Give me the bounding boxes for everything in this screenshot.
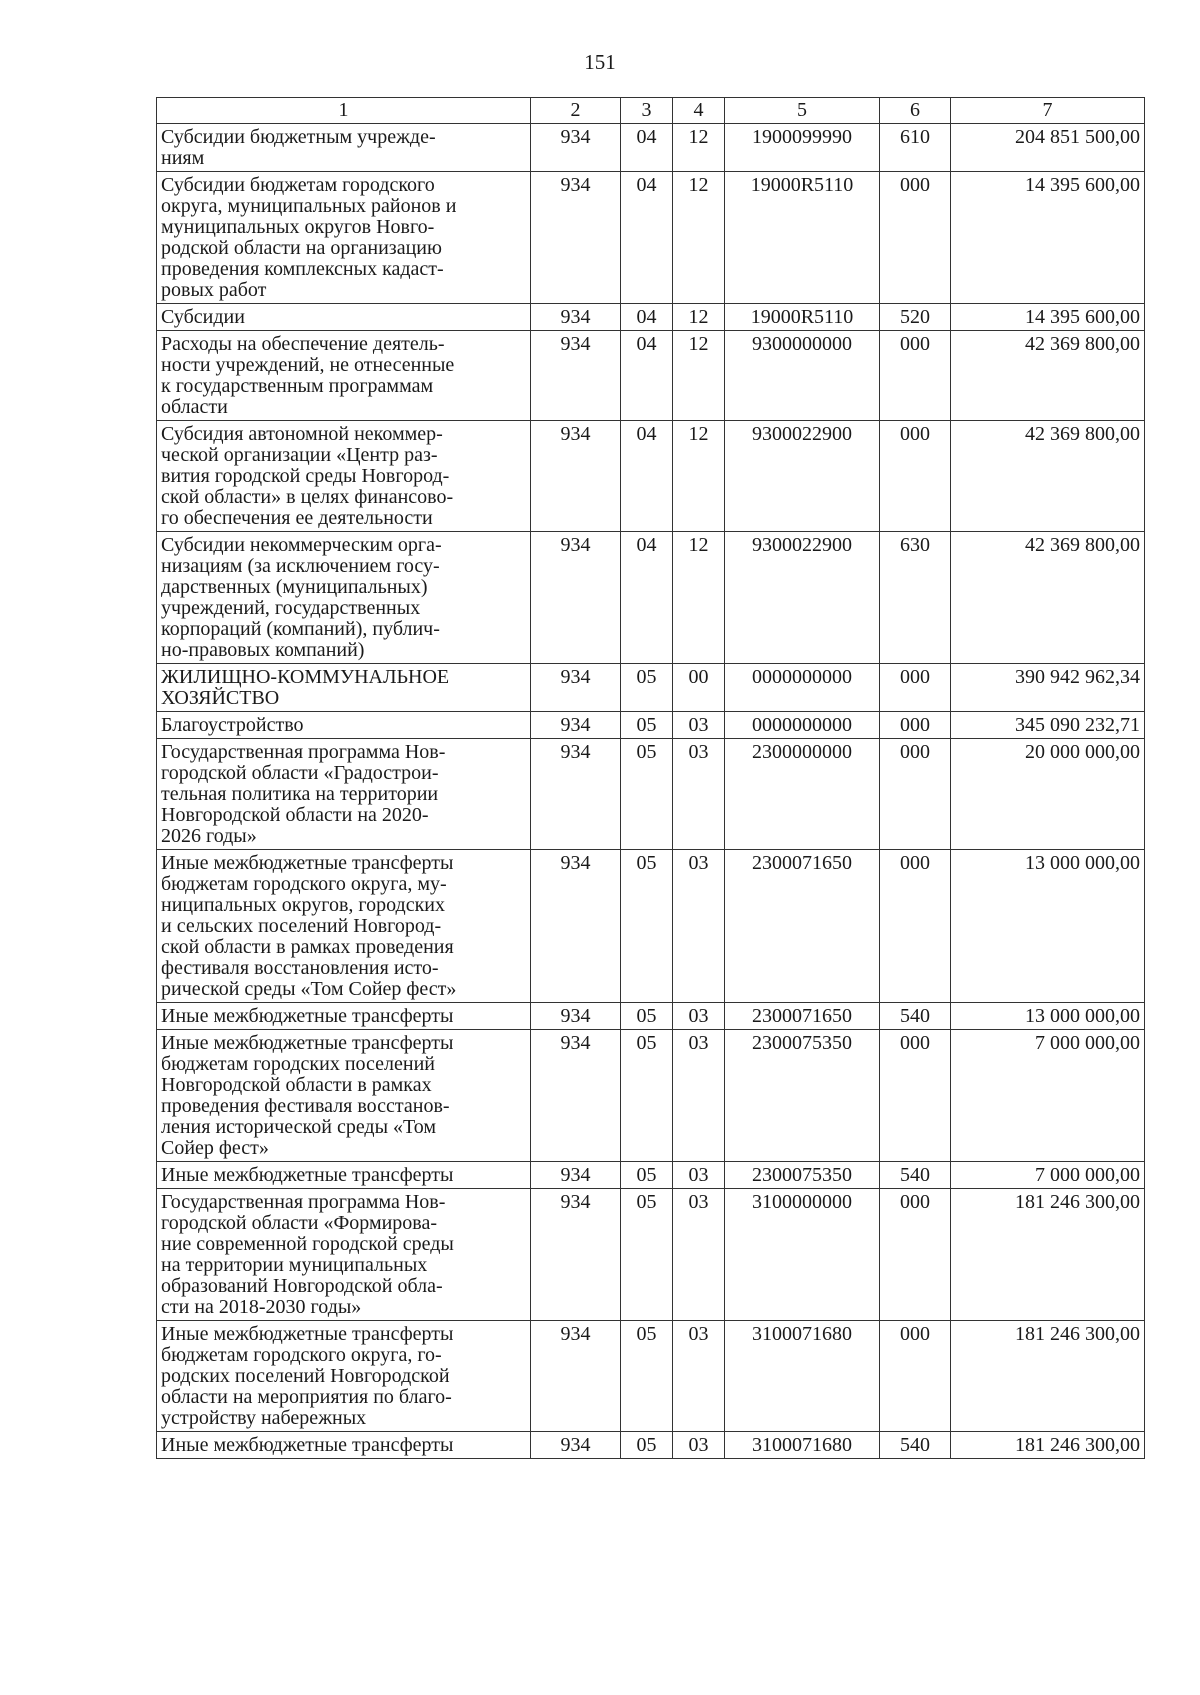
table-row (157, 1189, 1145, 1321)
expense-name-cell: Субсидия автономной некоммер- ческой организации «Центр раз- вития городской среды Новгород- ской области» в целях финансово- го обеспечения ее деятельности (157, 421, 531, 532)
target-article-cell: 19000R5110 (725, 304, 880, 331)
amount-cell: 13 000 000,00 (951, 1003, 1145, 1030)
subsection-code-cell: 03 (673, 712, 725, 739)
ministry-code-cell: 934 (531, 124, 621, 172)
ministry-code-cell: 934 (531, 1162, 621, 1189)
target-article-cell: 1900099990 (725, 124, 880, 172)
column-header: 2 (531, 98, 621, 124)
ministry-code-cell: 934 (531, 304, 621, 331)
section-code-cell: 05 (621, 1321, 673, 1432)
target-article-cell: 9300022900 (725, 532, 880, 664)
table-row (157, 1003, 1145, 1030)
ministry-code-cell: 934 (531, 1432, 621, 1459)
expense-type-cell: 000 (880, 712, 951, 739)
table-row (157, 739, 1145, 850)
column-header: 7 (951, 98, 1145, 124)
section-code-cell: 05 (621, 850, 673, 1003)
subsection-code-cell: 12 (673, 172, 725, 304)
section-code-cell: 05 (621, 1030, 673, 1162)
amount-cell: 20 000 000,00 (951, 739, 1145, 850)
target-article-cell: 9300022900 (725, 421, 880, 532)
subsection-code-cell: 03 (673, 1162, 725, 1189)
expense-name-cell: Государственная программа Нов- городской области «Градострои- тельная политика на территории Новгородской области на 2020- 2026 годы» (157, 739, 531, 850)
table-row (157, 664, 1145, 712)
section-code-cell: 05 (621, 739, 673, 850)
expense-type-cell: 540 (880, 1003, 951, 1030)
section-code-cell: 05 (621, 1162, 673, 1189)
ministry-code-cell: 934 (531, 739, 621, 850)
subsection-code-cell: 12 (673, 421, 725, 532)
subsection-code-cell: 12 (673, 532, 725, 664)
table-row (157, 1030, 1145, 1162)
subsection-code-cell: 03 (673, 1432, 725, 1459)
target-article-cell: 3100071680 (725, 1432, 880, 1459)
column-header: 1 (157, 98, 531, 124)
target-article-cell: 0000000000 (725, 712, 880, 739)
target-article-cell: 2300071650 (725, 1003, 880, 1030)
expense-type-cell: 000 (880, 421, 951, 532)
section-code-cell: 05 (621, 1003, 673, 1030)
target-article-cell: 2300000000 (725, 739, 880, 850)
table-row (157, 304, 1145, 331)
subsection-code-cell: 12 (673, 304, 725, 331)
budget-table (156, 97, 1145, 1459)
expense-type-cell: 000 (880, 172, 951, 304)
column-header: 6 (880, 98, 951, 124)
subsection-code-cell: 03 (673, 739, 725, 850)
expense-type-cell: 000 (880, 1189, 951, 1321)
section-code-cell: 04 (621, 331, 673, 421)
table-row (157, 532, 1145, 664)
amount-cell: 345 090 232,71 (951, 712, 1145, 739)
table-row (157, 124, 1145, 172)
table-row (157, 1321, 1145, 1432)
ministry-code-cell: 934 (531, 712, 621, 739)
expense-type-cell: 630 (880, 532, 951, 664)
subsection-code-cell: 12 (673, 124, 725, 172)
ministry-code-cell: 934 (531, 172, 621, 304)
table-header-row (157, 98, 1145, 124)
column-header: 5 (725, 98, 880, 124)
expense-name-cell: Иные межбюджетные трансферты (157, 1003, 531, 1030)
amount-cell: 181 246 300,00 (951, 1321, 1145, 1432)
expense-type-cell: 000 (880, 850, 951, 1003)
target-article-cell: 19000R5110 (725, 172, 880, 304)
amount-cell: 181 246 300,00 (951, 1432, 1145, 1459)
expense-name-cell: Иные межбюджетные трансферты (157, 1432, 531, 1459)
table-row (157, 331, 1145, 421)
table-row (157, 172, 1145, 304)
expense-type-cell: 610 (880, 124, 951, 172)
column-header: 4 (673, 98, 725, 124)
amount-cell: 181 246 300,00 (951, 1189, 1145, 1321)
expense-name-cell: Благоустройство (157, 712, 531, 739)
ministry-code-cell: 934 (531, 331, 621, 421)
ministry-code-cell: 934 (531, 1003, 621, 1030)
subsection-code-cell: 03 (673, 1321, 725, 1432)
ministry-code-cell: 934 (531, 421, 621, 532)
expense-type-cell: 520 (880, 304, 951, 331)
amount-cell: 13 000 000,00 (951, 850, 1145, 1003)
target-article-cell: 0000000000 (725, 664, 880, 712)
page-number: 151 (584, 50, 616, 74)
target-article-cell: 2300071650 (725, 850, 880, 1003)
section-code-cell: 05 (621, 1432, 673, 1459)
target-article-cell: 9300000000 (725, 331, 880, 421)
amount-cell: 14 395 600,00 (951, 304, 1145, 331)
expense-type-cell: 540 (880, 1162, 951, 1189)
expense-type-cell: 000 (880, 739, 951, 850)
subsection-code-cell: 03 (673, 1030, 725, 1162)
section-code-cell: 04 (621, 421, 673, 532)
expense-type-cell: 000 (880, 664, 951, 712)
target-article-cell: 3100071680 (725, 1321, 880, 1432)
expense-name-cell: Субсидии бюджетным учрежде- ниям (157, 124, 531, 172)
amount-cell: 42 369 800,00 (951, 331, 1145, 421)
expense-type-cell: 540 (880, 1432, 951, 1459)
amount-cell: 204 851 500,00 (951, 124, 1145, 172)
expense-name-cell: Субсидии некоммерческим орга- низациям (за исключением госу- дарственных (муниципальных) учреждений, государственных корпораций (компаний), публич- но-правовых компаний) (157, 532, 531, 664)
subsection-code-cell: 03 (673, 850, 725, 1003)
section-code-cell: 04 (621, 304, 673, 331)
section-code-cell: 04 (621, 124, 673, 172)
ministry-code-cell: 934 (531, 850, 621, 1003)
table-row (157, 1432, 1145, 1459)
expense-name-cell: Субсидии бюджетам городского округа, муниципальных районов и муниципальных округов Новго- родской области на организацию проведения комплексных кадаст- ровых работ (157, 172, 531, 304)
target-article-cell: 2300075350 (725, 1030, 880, 1162)
expense-type-cell: 000 (880, 1030, 951, 1162)
expense-type-cell: 000 (880, 331, 951, 421)
amount-cell: 14 395 600,00 (951, 172, 1145, 304)
amount-cell: 42 369 800,00 (951, 532, 1145, 664)
subsection-code-cell: 03 (673, 1189, 725, 1321)
table-row (157, 421, 1145, 532)
section-code-cell: 05 (621, 712, 673, 739)
expense-name-cell: Иные межбюджетные трансферты бюджетам городского округа, го- родских поселений Новгородской области на мероприятия по благо- устройству набережных (157, 1321, 531, 1432)
ministry-code-cell: 934 (531, 664, 621, 712)
table-row (157, 850, 1145, 1003)
section-code-cell: 04 (621, 532, 673, 664)
expense-name-cell: Иные межбюджетные трансферты (157, 1162, 531, 1189)
expense-name-cell: Государственная программа Нов- городской области «Формирова- ние современной городской среды на территории муниципальных образований Новгородской обла- сти на 2018-2030 годы» (157, 1189, 531, 1321)
column-header: 3 (621, 98, 673, 124)
expense-name-cell: Расходы на обеспечение деятель- ности учреждений, не отнесенные к государственным программам области (157, 331, 531, 421)
budget-table-body (157, 124, 1145, 1459)
section-code-cell: 04 (621, 172, 673, 304)
target-article-cell: 2300075350 (725, 1162, 880, 1189)
amount-cell: 42 369 800,00 (951, 421, 1145, 532)
section-code-cell: 05 (621, 664, 673, 712)
expense-type-cell: 000 (880, 1321, 951, 1432)
expense-name-cell: Иные межбюджетные трансферты бюджетам городских поселений Новгородской области в рамках проведения фестиваля восстанов- ления исторической среды «Том Сойер фест» (157, 1030, 531, 1162)
table-row (157, 712, 1145, 739)
section-code-cell: 05 (621, 1189, 673, 1321)
ministry-code-cell: 934 (531, 1321, 621, 1432)
target-article-cell: 3100000000 (725, 1189, 880, 1321)
subsection-code-cell: 12 (673, 331, 725, 421)
ministry-code-cell: 934 (531, 1030, 621, 1162)
ministry-code-cell: 934 (531, 532, 621, 664)
amount-cell: 7 000 000,00 (951, 1030, 1145, 1162)
table-row (157, 1162, 1145, 1189)
amount-cell: 390 942 962,34 (951, 664, 1145, 712)
amount-cell: 7 000 000,00 (951, 1162, 1145, 1189)
subsection-code-cell: 00 (673, 664, 725, 712)
ministry-code-cell: 934 (531, 1189, 621, 1321)
expense-name-cell: Иные межбюджетные трансферты бюджетам городского округа, му- ниципальных округов, городских и сельских поселений Новгород- ской области в рамках проведения фестиваля восстановления исто- рической среды «Том Сойер фест» (157, 850, 531, 1003)
subsection-code-cell: 03 (673, 1003, 725, 1030)
expense-name-cell: ЖИЛИЩНО-КОММУНАЛЬНОЕ ХОЗЯЙСТВО (157, 664, 531, 712)
expense-name-cell: Субсидии (157, 304, 531, 331)
